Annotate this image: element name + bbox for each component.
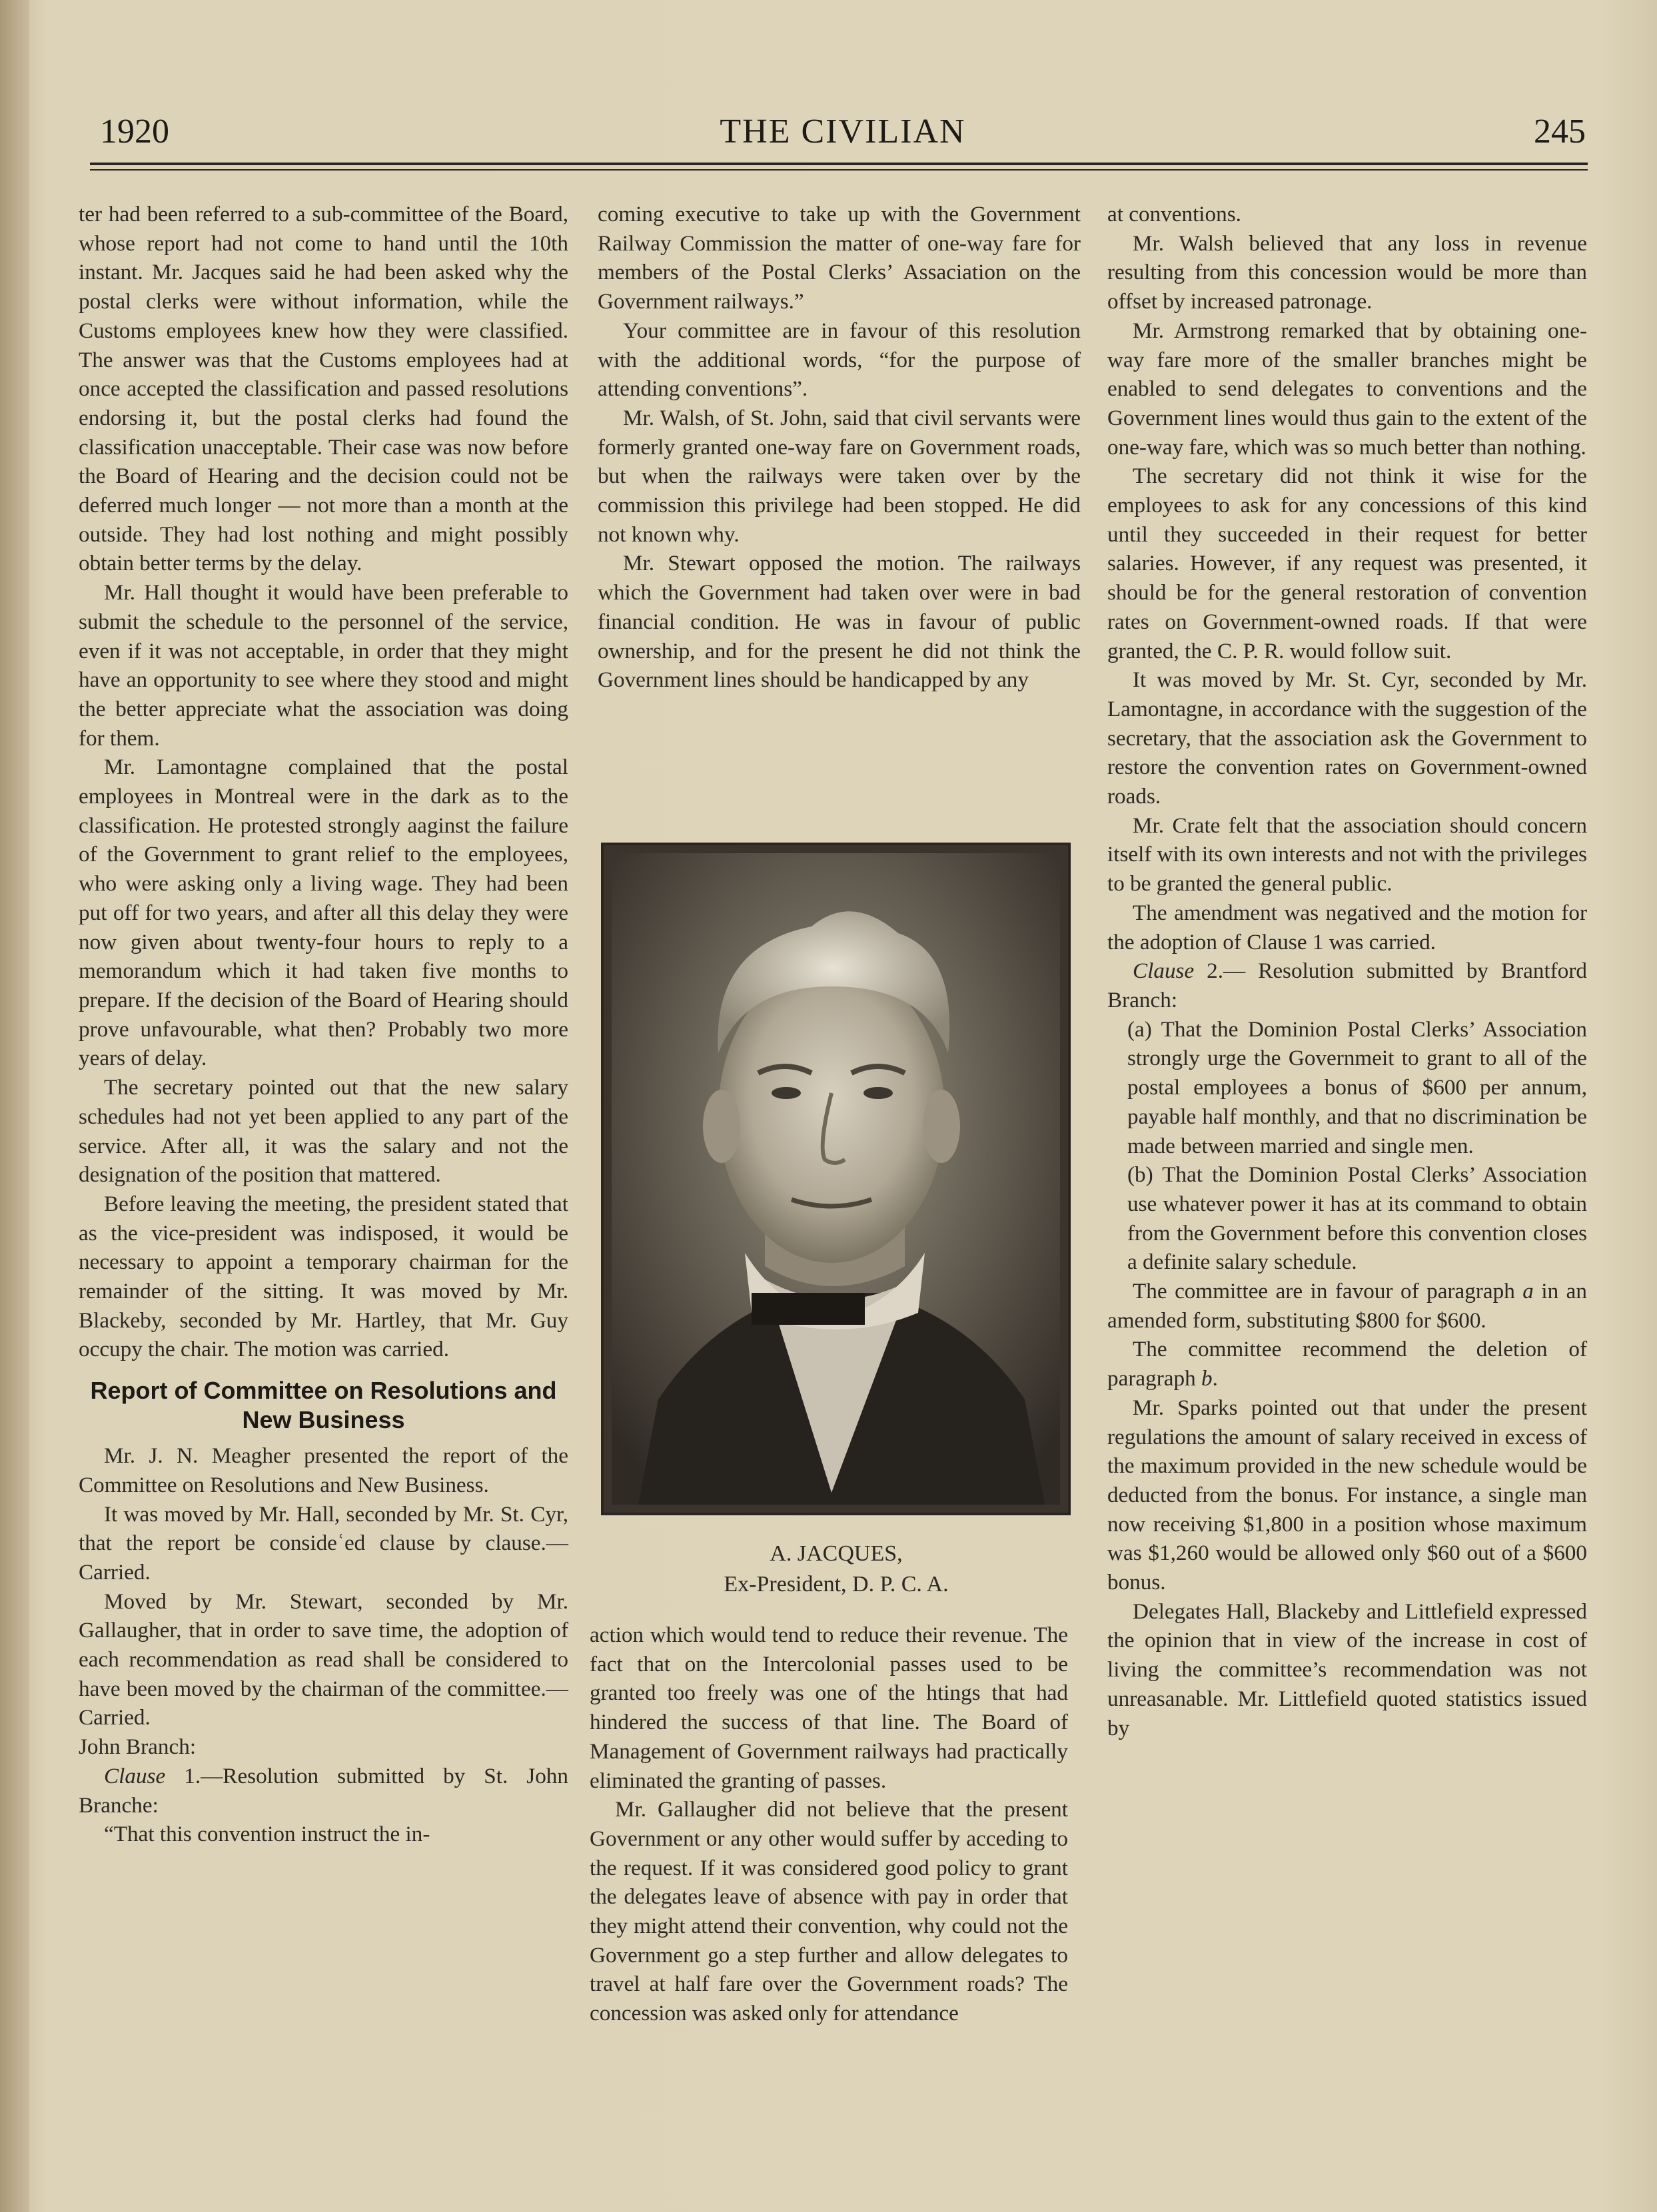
page-header: [100, 112, 1586, 159]
page-spine: [0, 0, 29, 2212]
paragraph: Moved by Mr. Stewart, seconded by Mr. Gallaugher, that in order to save time, the adoption of each recommendation as read shall be considered to have been moved by the chairman of the committee.—Carried.: [79, 1589, 568, 1730]
column-2-continued: [590, 1621, 1068, 2028]
section-heading: Report of Committee on Resolutions and New Business: [90, 1377, 557, 1434]
paragraph: Mr. Crate felt that the association should concern itself with its own interests and not with the privileges to be granted the general public.: [1107, 813, 1587, 897]
header-title: THE CIVILIAN: [720, 113, 966, 151]
paragraph: “That this convention instruct the in-: [104, 1822, 430, 1847]
text-run: .: [1212, 1366, 1218, 1391]
caption-title: Ex-President, D. P. C. A.: [724, 1572, 949, 1597]
text-run: The committee recommend the deletion of paragraph: [1107, 1337, 1587, 1391]
paragraph: Mr. Armstrong remarked that by obtaining one-way fare more of the smaller branches might be enabled to send delegates to conventions and the Government lines would thus gain to the extent of the one-way fare, which was so much better than nothing.: [1107, 318, 1587, 460]
clause-label: Clause: [1133, 958, 1195, 984]
text-run: in an amended form, substituting $800 for $600.: [1107, 1279, 1587, 1333]
paragraph-letter: a: [1522, 1279, 1534, 1304]
paragraph: John Branch:: [79, 1734, 197, 1760]
paragraph: [1107, 1277, 1587, 1335]
header-rule-thick: [90, 163, 1588, 165]
paragraph: Mr. Stewart opposed the motion. The railways which the Government had taken over were in bad financial condition. He was in favour of public ownership, and for the present he did not think the Government lines should be handicapped by any: [598, 551, 1081, 693]
portrait-image: [612, 853, 1060, 1505]
paragraph: Your committee are in favour of this resolution with the additional words, “for the purpose of attending conventions”.: [598, 318, 1081, 402]
paragraph: Mr. Walsh, of St. John, said that civil servants were formerly granted one-way fare on Government roads, but when the railways were taken over by the commission this privilege had been stopped. He did not known why.: [598, 405, 1081, 547]
paragraph: It was moved by Mr. St. Cyr, seconded by Mr. Lamontagne, in accordance with the suggestion of the secretary, that the association ask the Government to restore the convention rates on Government-owned roads.: [1107, 667, 1587, 809]
paragraph: ter had been referred to a sub-committee of the Board, whose report had not come to hand until the 10th instant. Mr. Jacques said he had been asked why the postal clerks were without information, while the Customs employees knew how they were classified. The answer was that the Customs employees had at once accepted the classification and passed resolutions endorsing it, but the postal clerks had found the classification unacceptable. Their case was now before the Board of Hearing and the decision could not be deferred much longer — not more than a month at the outside. They had lost nothing and might possibly obtain better terms by the delay.: [79, 202, 568, 576]
paragraph: Mr. Hall thought it would have been preferable to submit the schedule to the personnel of the service, even if it was not acceptable, in order that they might have an opportunity to see where they stood and might the better appreciate what the association was doing for them.: [79, 580, 568, 751]
clause-text: 1.—Resolution submitted by St. John Branche:: [79, 1763, 568, 1818]
paragraph: Delegates Hall, Blackeby and Littlefield expressed the opinion that in view of the increase in cost of living the committee’s recommendation was not unreasanable. Mr. Littlefield quoted statistics issued by: [1107, 1599, 1587, 1740]
paragraph: at conventions.: [1107, 202, 1241, 226]
paragraph: Mr. J. N. Meagher presented the report of the Committee on Resolutions and New Business.: [79, 1443, 568, 1497]
paragraph: coming executive to take up with the Government Railway Commission the matter of one-way fare for members of the Postal Clerks’ Assaciation on the Government railways.”: [598, 202, 1081, 314]
paragraph: Mr. Lamontagne complained that the postal employees in Montreal were in the dark as to the classification. He protested strongly aaginst the failure of the Government to grant relief to the employees, who were asking only a living wage. They had been put off for two years, and after all this delay they were now given about twenty-four hours to reply to a memorandum which it had taken five months to prepare. If the decision of the Board of Hearing should prove unfavourable, what then? Probably two more years of delay.: [79, 755, 568, 1071]
resolution-paragraph-b: (b) That the Dominion Postal Clerks’ Association use whatever power it has at its command to obtain from the Government before this convention closes a definite salary schedule.: [1127, 1162, 1587, 1275]
header-year: 1920: [100, 113, 169, 151]
portrait-photo: [601, 843, 1071, 1515]
column-1: [79, 200, 568, 1849]
portrait-illustration: [612, 853, 1060, 1505]
clause-text: 2.— Resolution submitted by Brantford Branch:: [1107, 958, 1587, 1012]
paragraph: Before leaving the meeting, the president stated that as the vice-president was indisposed, it would be necessary to appoint a temporary chairman for the remainder of the sitting. It was moved by Mr. Blackeby, seconded by Mr. Hartley, that Mr. Guy occupy the chair. The motion was carried.: [79, 1191, 568, 1362]
paragraph-letter: b: [1201, 1366, 1213, 1391]
paragraph: Mr. Walsh believed that any loss in revenue resulting from this concession would be more than offset by increased patronage.: [1107, 230, 1587, 314]
paragraph: The secretary pointed out that the new salary schedules had not yet been applied to any part of the service. After all, it was the salary and not the designation of the position that mattered.: [79, 1075, 568, 1188]
text-run: The committee are in favour of paragraph: [1133, 1279, 1523, 1304]
paragraph: [1107, 1335, 1587, 1393]
column-3: [1107, 200, 1587, 1742]
photo-caption: [590, 1539, 1083, 1600]
paragraph: Mr. Sparks pointed out that under the present regulations the amount of salary received in excess of the maximum provided in the new schedule would be deducted from the bonus. For instance, a single man now receiving $1,800 in a position whose maximum was $1,260 would be allowed only $60 out of a $600 bonus.: [1107, 1395, 1587, 1595]
resolution-paragraph-a: (a) That the Dominion Postal Clerks’ Association strongly urge the Governmeit to grant to all of the postal employees a bonus of $600 per annum, payable half monthly, and that no discrimination be made between married and single men.: [1127, 1016, 1587, 1158]
clause-label: Clause: [104, 1763, 166, 1788]
caption-name: A. JACQUES,: [770, 1541, 903, 1566]
paragraph: action which would tend to reduce their revenue. The fact that on the Intercolonial passes used to be granted too freely was one of the htings that had hindered the success of that line. The Board of Management of Government railways had practically eliminated the granting of passes.: [590, 1623, 1068, 1793]
paragraph: Mr. Gallaugher did not believe that the present Government or any other would suffer by acceding to the request. If it was considered good policy to grant the delegates leave of absence with pay in order that they might attend their convention, why could not the Government go a step further and allow delegates to travel at half fare over the Government roads? The concession was asked only for attendance: [590, 1797, 1068, 2026]
paragraph: [1107, 956, 1587, 1014]
paragraph: The secretary did not think it wise for the employees to ask for any concessions of this kind until they succeeded in their request for better salaries. However, if any request was presented, it should be for the general restoration of convention rates on Government-owned roads. If that were granted, the C. P. R. would follow suit.: [1107, 464, 1587, 663]
header-page-number: 245: [1534, 113, 1586, 151]
paragraph: [79, 1762, 568, 1820]
paragraph: The amendment was negatived and the motion for the adoption of Clause 1 was carried.: [1107, 900, 1587, 954]
column-2: [598, 200, 1081, 695]
header-rule-thin: [90, 169, 1588, 171]
paragraph: It was moved by Mr. Hall, seconded by Mr. St. Cyr, that the report be consideʿed clause by clause.—Carried.: [79, 1501, 568, 1585]
